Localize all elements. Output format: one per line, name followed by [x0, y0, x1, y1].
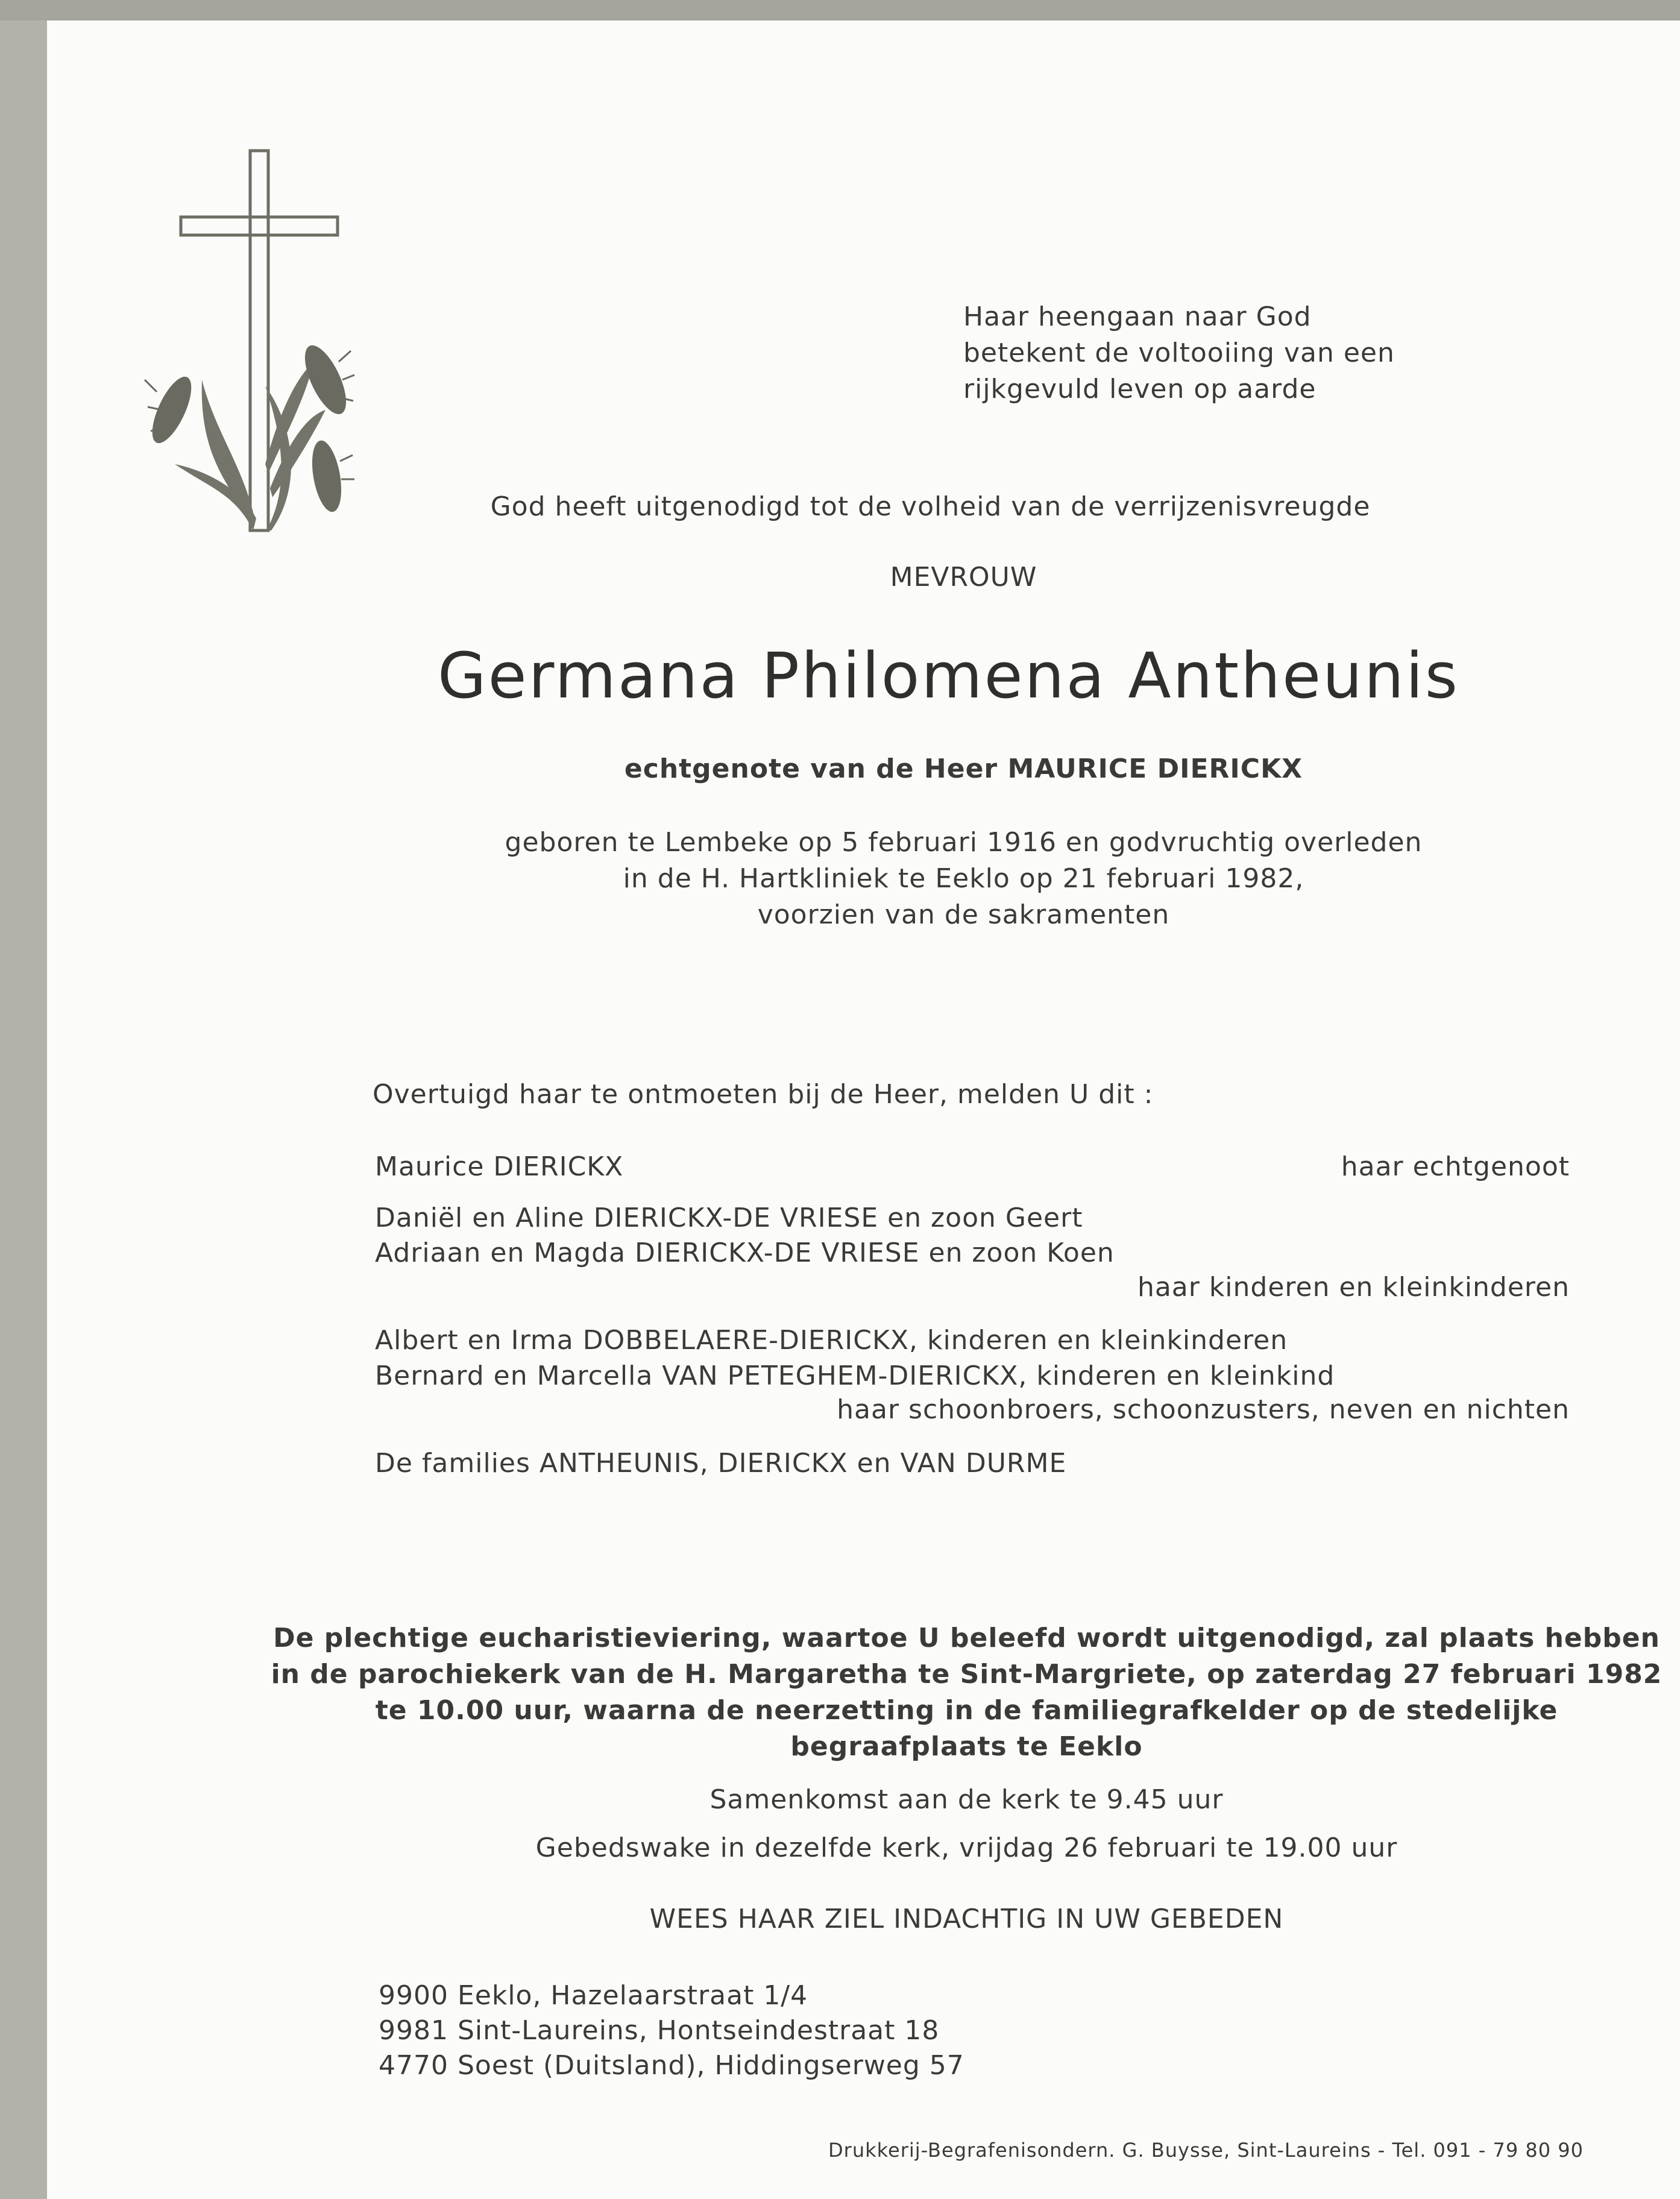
children-role: haar kinderen en kleinkinderen	[1137, 1272, 1570, 1303]
gathering-line: Samenkomst aan de kerk te 9.45 uur	[709, 1784, 1224, 1815]
honorific: MEVROUW	[890, 562, 1037, 593]
service-line-4: begraafplaats te Eeklo	[790, 1731, 1143, 1762]
inlaw-line-2: Bernard en Marcella VAN PETEGHEM-DIERICKX, kinderen en kleinkind	[375, 1361, 1335, 1391]
quote-line-1: Haar heengaan naar God	[963, 301, 1312, 332]
page-border-left	[0, 20, 47, 2199]
spouse-line: echtgenote van de Heer MAURICE DIERICKX	[624, 753, 1303, 784]
husband-role: haar echtgenoot	[1341, 1151, 1570, 1182]
families-line: De families ANTHEUNIS, DIERICKX en VAN DURME	[375, 1448, 1067, 1479]
service-line-3: te 10.00 uur, waarna de neerzetting in de familiegrafkelder op de stedelijke	[375, 1695, 1558, 1726]
child-line-2: Adriaan en Magda DIERICKX-DE VRIESE en zoon Koen	[375, 1238, 1115, 1268]
child-line-1: Daniël en Aline DIERICKX-DE VRIESE en zoon Geert	[375, 1203, 1083, 1233]
address-line-2: 9981 Sint-Laureins, Hontseindestraat 18	[379, 2015, 940, 2046]
birth-line-2: in de H. Hartkliniek te Eeklo op 21 februari 1982,	[623, 863, 1304, 894]
cross-with-wheat-icon	[115, 127, 356, 549]
address-line-1: 9900 Eeklo, Hazelaarstraat 1/4	[379, 1980, 808, 2011]
birth-line-3: voorzien van de sakramenten	[757, 899, 1170, 930]
service-line-1: De plechtige eucharistieviering, waartoe U beleefd wordt uitgenodigd, zal plaats hebben	[273, 1623, 1660, 1653]
printer-footer: Drukkerij-Begrafenisondern. G. Buysse, Sint-Laureins - Tel. 091 - 79 80 90	[828, 2139, 1584, 2162]
inlaws-role: haar schoonbroers, schoonzusters, neven en nichten	[837, 1394, 1570, 1425]
vigil-line: Gebedswake in dezelfde kerk, vrijdag 26 februari te 19.00 uur	[535, 1832, 1398, 1863]
quote-line-3: rijkgevuld leven op aarde	[963, 374, 1317, 404]
inlaw-line-1: Albert en Irma DOBBELAERE-DIERICKX, kinderen en kleinkinderen	[375, 1325, 1288, 1356]
service-line-2: in de parochiekerk van de H. Margaretha te Sint-Margriete, op zaterdag 27 februari 1982	[271, 1659, 1663, 1690]
birth-line-1: geboren te Lembeke op 5 februari 1916 en godvruchtig overleden	[505, 827, 1423, 858]
remember-line: WEES HAAR ZIEL INDACHTIG IN UW GEBEDEN	[649, 1904, 1284, 1934]
husband-name: Maurice DIERICKX	[375, 1151, 624, 1182]
address-line-3: 4770 Soest (Duitsland), Hiddingserweg 57	[379, 2050, 964, 2081]
announce-line: Overtuigd haar te ontmoeten bij de Heer, melden U dit :	[373, 1079, 1154, 1110]
page-border-top	[0, 0, 1680, 20]
invitation-line: God heeft uitgenodigd tot de volheid van de verrijzenisvreugde	[490, 491, 1371, 522]
quote-line-2: betekent de voltooiing van een	[963, 338, 1395, 368]
deceased-name: Germana Philomena Antheunis	[438, 639, 1459, 713]
